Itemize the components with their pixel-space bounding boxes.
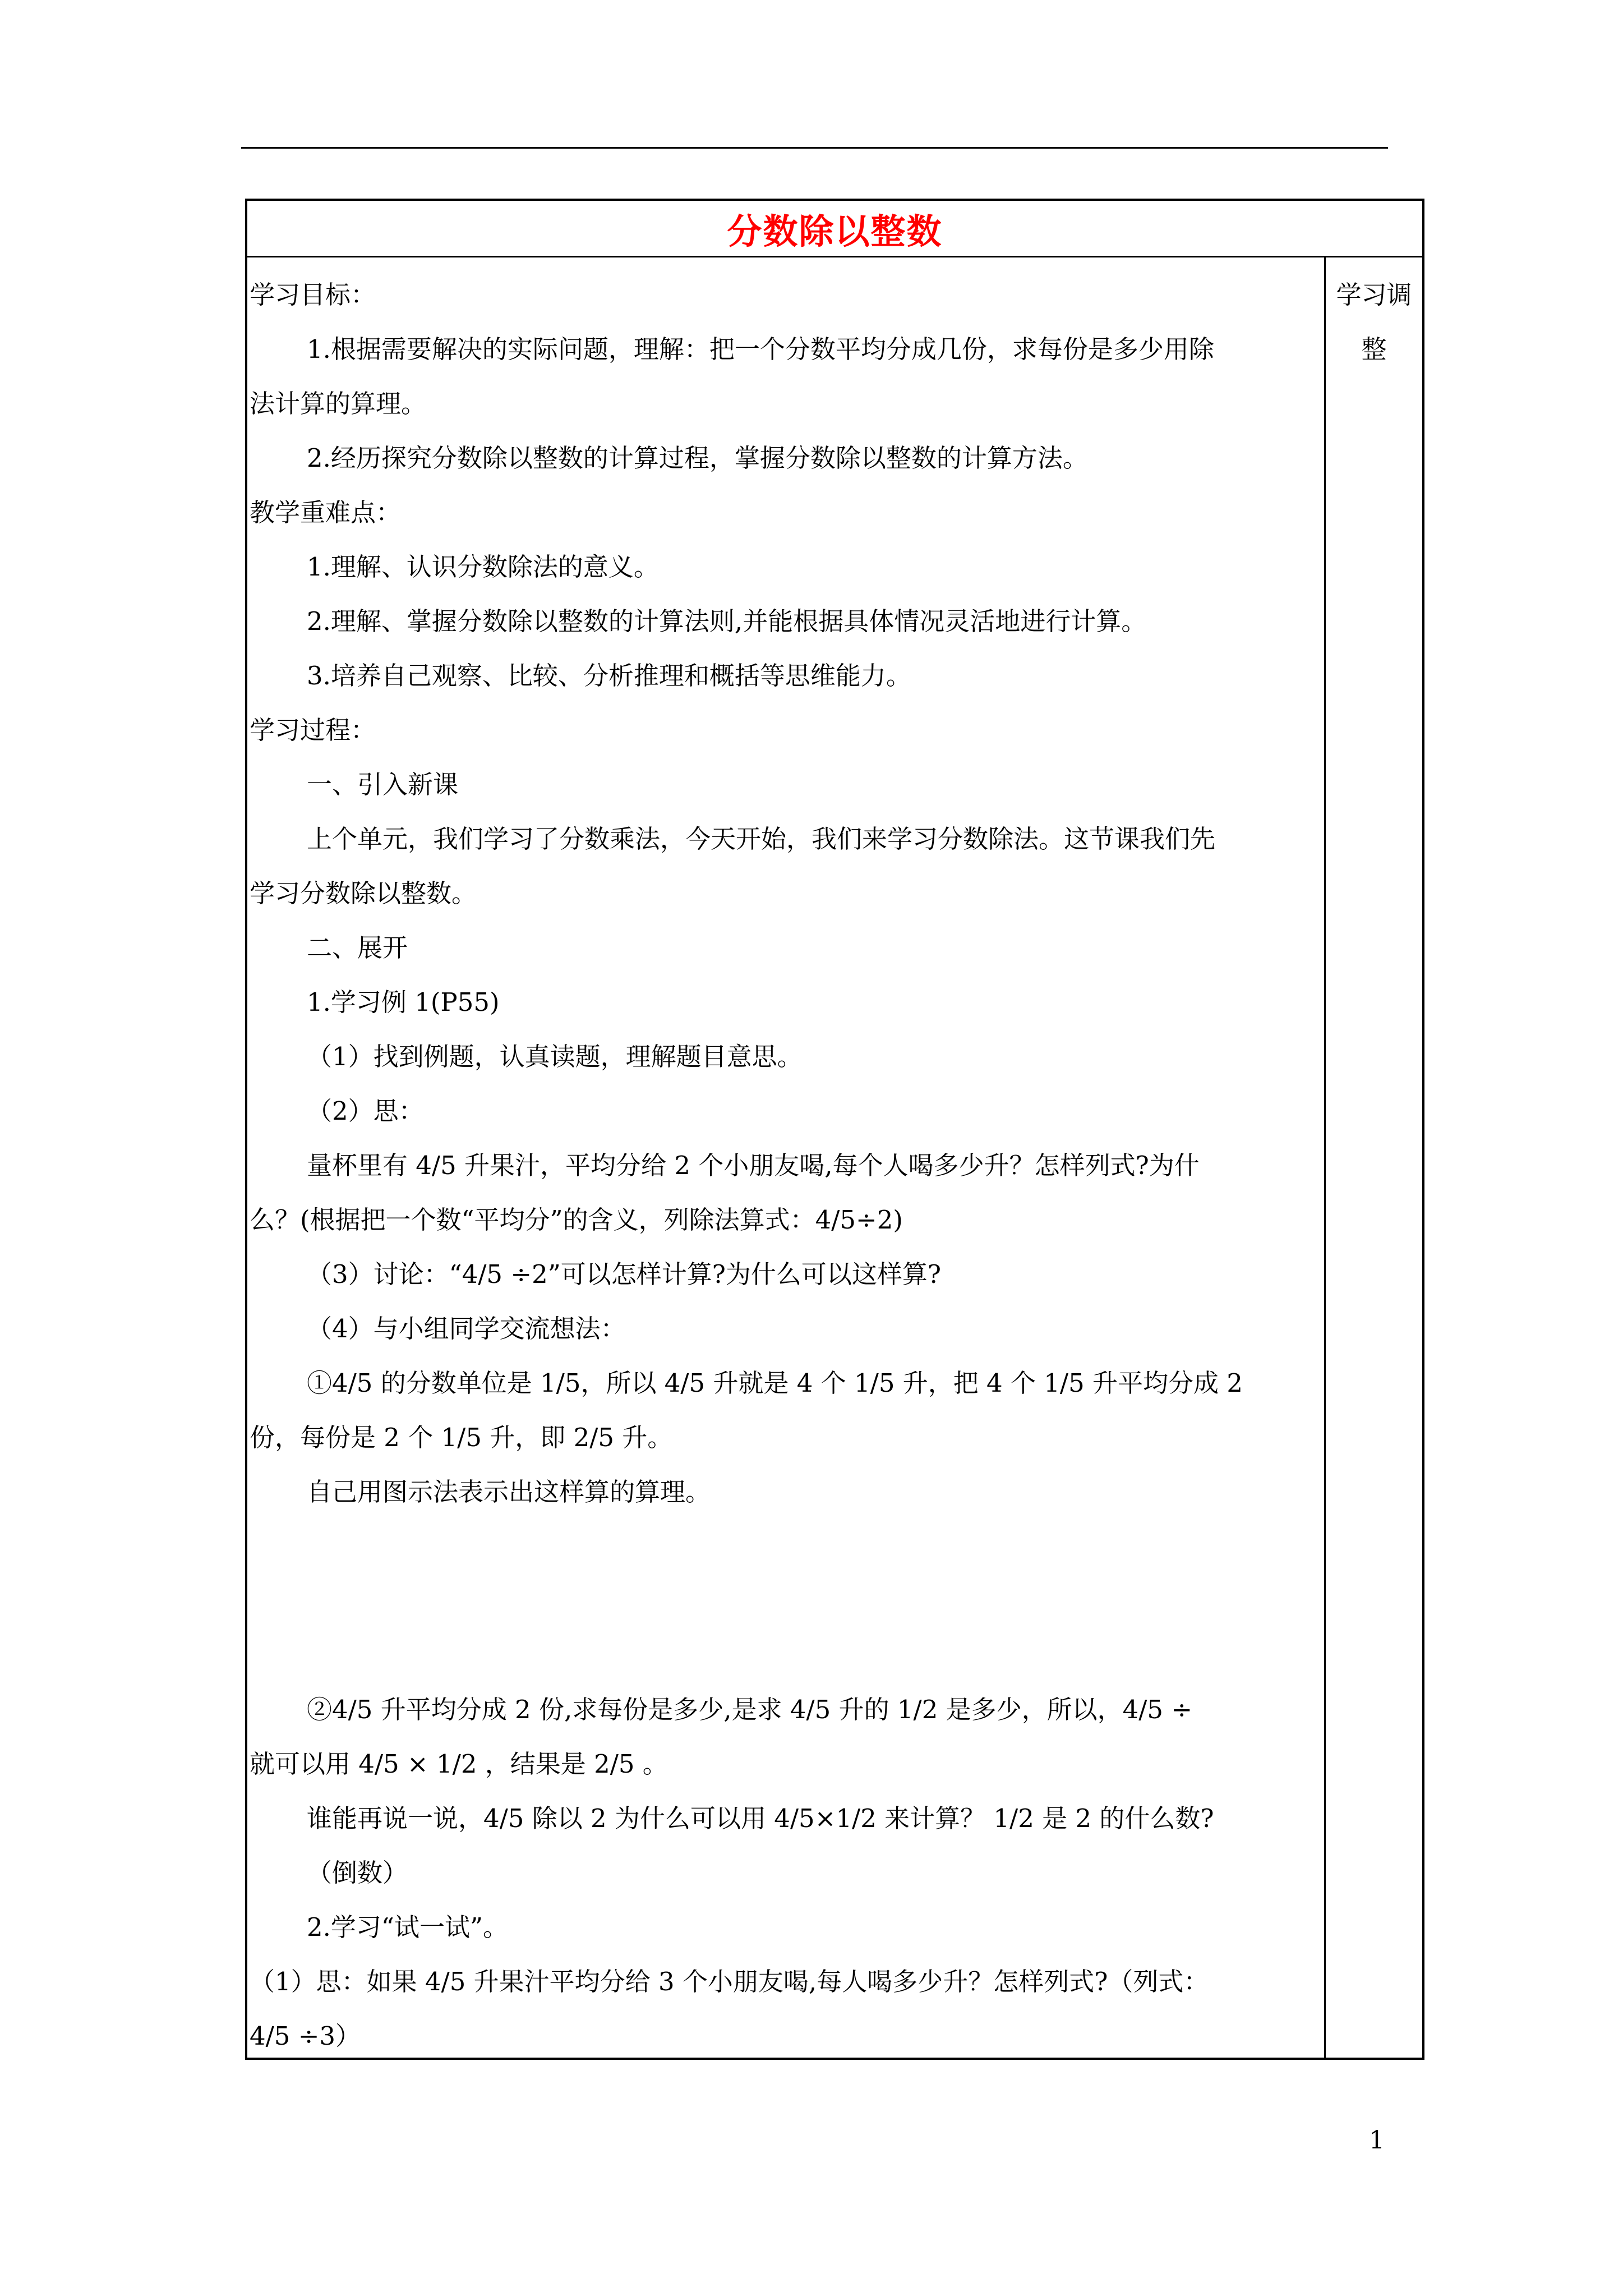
objective-2: 2.经历探究分数除以整数的计算过程，掌握分数除以整数的计算方法。 — [307, 443, 1088, 473]
objective-1-cont: 法计算的算理。 — [250, 389, 427, 418]
example-1-heading: 1.学习例 1(P55) — [307, 987, 500, 1017]
step-2: （2）思： — [307, 1096, 424, 1126]
key-point-3: 3.培养自己观察、比较、分析推理和概括等思维能力。 — [307, 661, 911, 691]
intro-text: 上个单元，我们学习了分数乘法，今天开始，我们来学习分数除法。这节课我们先 — [307, 824, 1216, 854]
try-it-question: （1）思：如果 4/5 升果汁平均分给 3 个小朋友喝,每人喝多少升？怎样列式?（列式： — [250, 1967, 1209, 1996]
problem-text: 量杯里有 4/5 升果汁，平均分给 2 个小朋友喝,每个人喝多少升？怎样列式?为什 — [307, 1151, 1200, 1180]
step-1: （1）找到例题，认真读题，理解题目意思。 — [307, 1042, 803, 1071]
diagram-prompt: 自己用图示法表示出这样算的算理。 — [307, 1477, 711, 1507]
idea-1-cont: 份，每份是 2 个 1/5 升，即 2/5 升。 — [250, 1423, 673, 1452]
try-it-heading: 2.学习“试一试”。 — [307, 1912, 508, 1942]
section-develop: 二、展开 — [307, 933, 408, 963]
header-rule — [241, 147, 1388, 149]
diagram-space — [250, 1519, 1324, 1682]
try-it-question-cont: 4/5 ÷3） — [250, 2021, 361, 2051]
adjustment-label-2: 整 — [1361, 334, 1387, 364]
heading-objectives: 学习目标： — [250, 280, 376, 310]
adjustment-label-1: 学习调 — [1336, 280, 1412, 310]
heading-process: 学习过程： — [250, 715, 376, 745]
key-point-2: 2.理解、掌握分数除以整数的计算法则,并能根据具体情况灵活地进行计算。 — [307, 606, 1147, 636]
lesson-table — [245, 199, 1424, 2060]
intro-text-cont: 学习分数除以整数。 — [250, 878, 477, 908]
idea-1: ①4/5 的分数单位是 1/5，所以 4/5 升就是 4 个 1/5 升，把 4 个 1/5 升平均分成 2 — [307, 1368, 1243, 1398]
heading-key-points: 教学重难点： — [250, 498, 402, 527]
problem-text-cont: 么？(根据把一个数“平均分”的含义，列除法算式：4/5÷2) — [250, 1205, 903, 1235]
objective-1: 1.根据需要解决的实际问题，理解：把一个分数平均分成几份，求每份是多少用除 — [307, 334, 1214, 364]
page-number: 1 — [1369, 2126, 1385, 2155]
step-3: （3）讨论：“4/5 ÷2”可以怎样计算?为什么可以这样算? — [307, 1259, 941, 1289]
lesson-content — [247, 257, 1324, 2058]
idea-2: ②4/5 升平均分成 2 份,求每份是多少,是求 4/5 升的 1/2 是多少，所以，4/5 ÷ — [307, 1695, 1193, 1724]
section-intro: 一、引入新课 — [307, 770, 459, 799]
page-title: 分数除以整数 — [727, 210, 943, 252]
question-answer: （倒数） — [307, 1858, 408, 1888]
key-point-1: 1.理解、认识分数除法的意义。 — [307, 552, 659, 582]
title-row — [247, 201, 1422, 257]
adjustment-column — [1324, 257, 1422, 2058]
question-text: 谁能再说一说，4/5 除以 2 为什么可以用 4/5×1/2 来计算？ 1/2 是 2 的什么数? — [307, 1803, 1214, 1833]
step-4: （4）与小组同学交流想法： — [307, 1314, 626, 1343]
idea-2-cont: 就可以用 4/5 × 1/2 ，结果是 2/5 。 — [250, 1749, 668, 1779]
